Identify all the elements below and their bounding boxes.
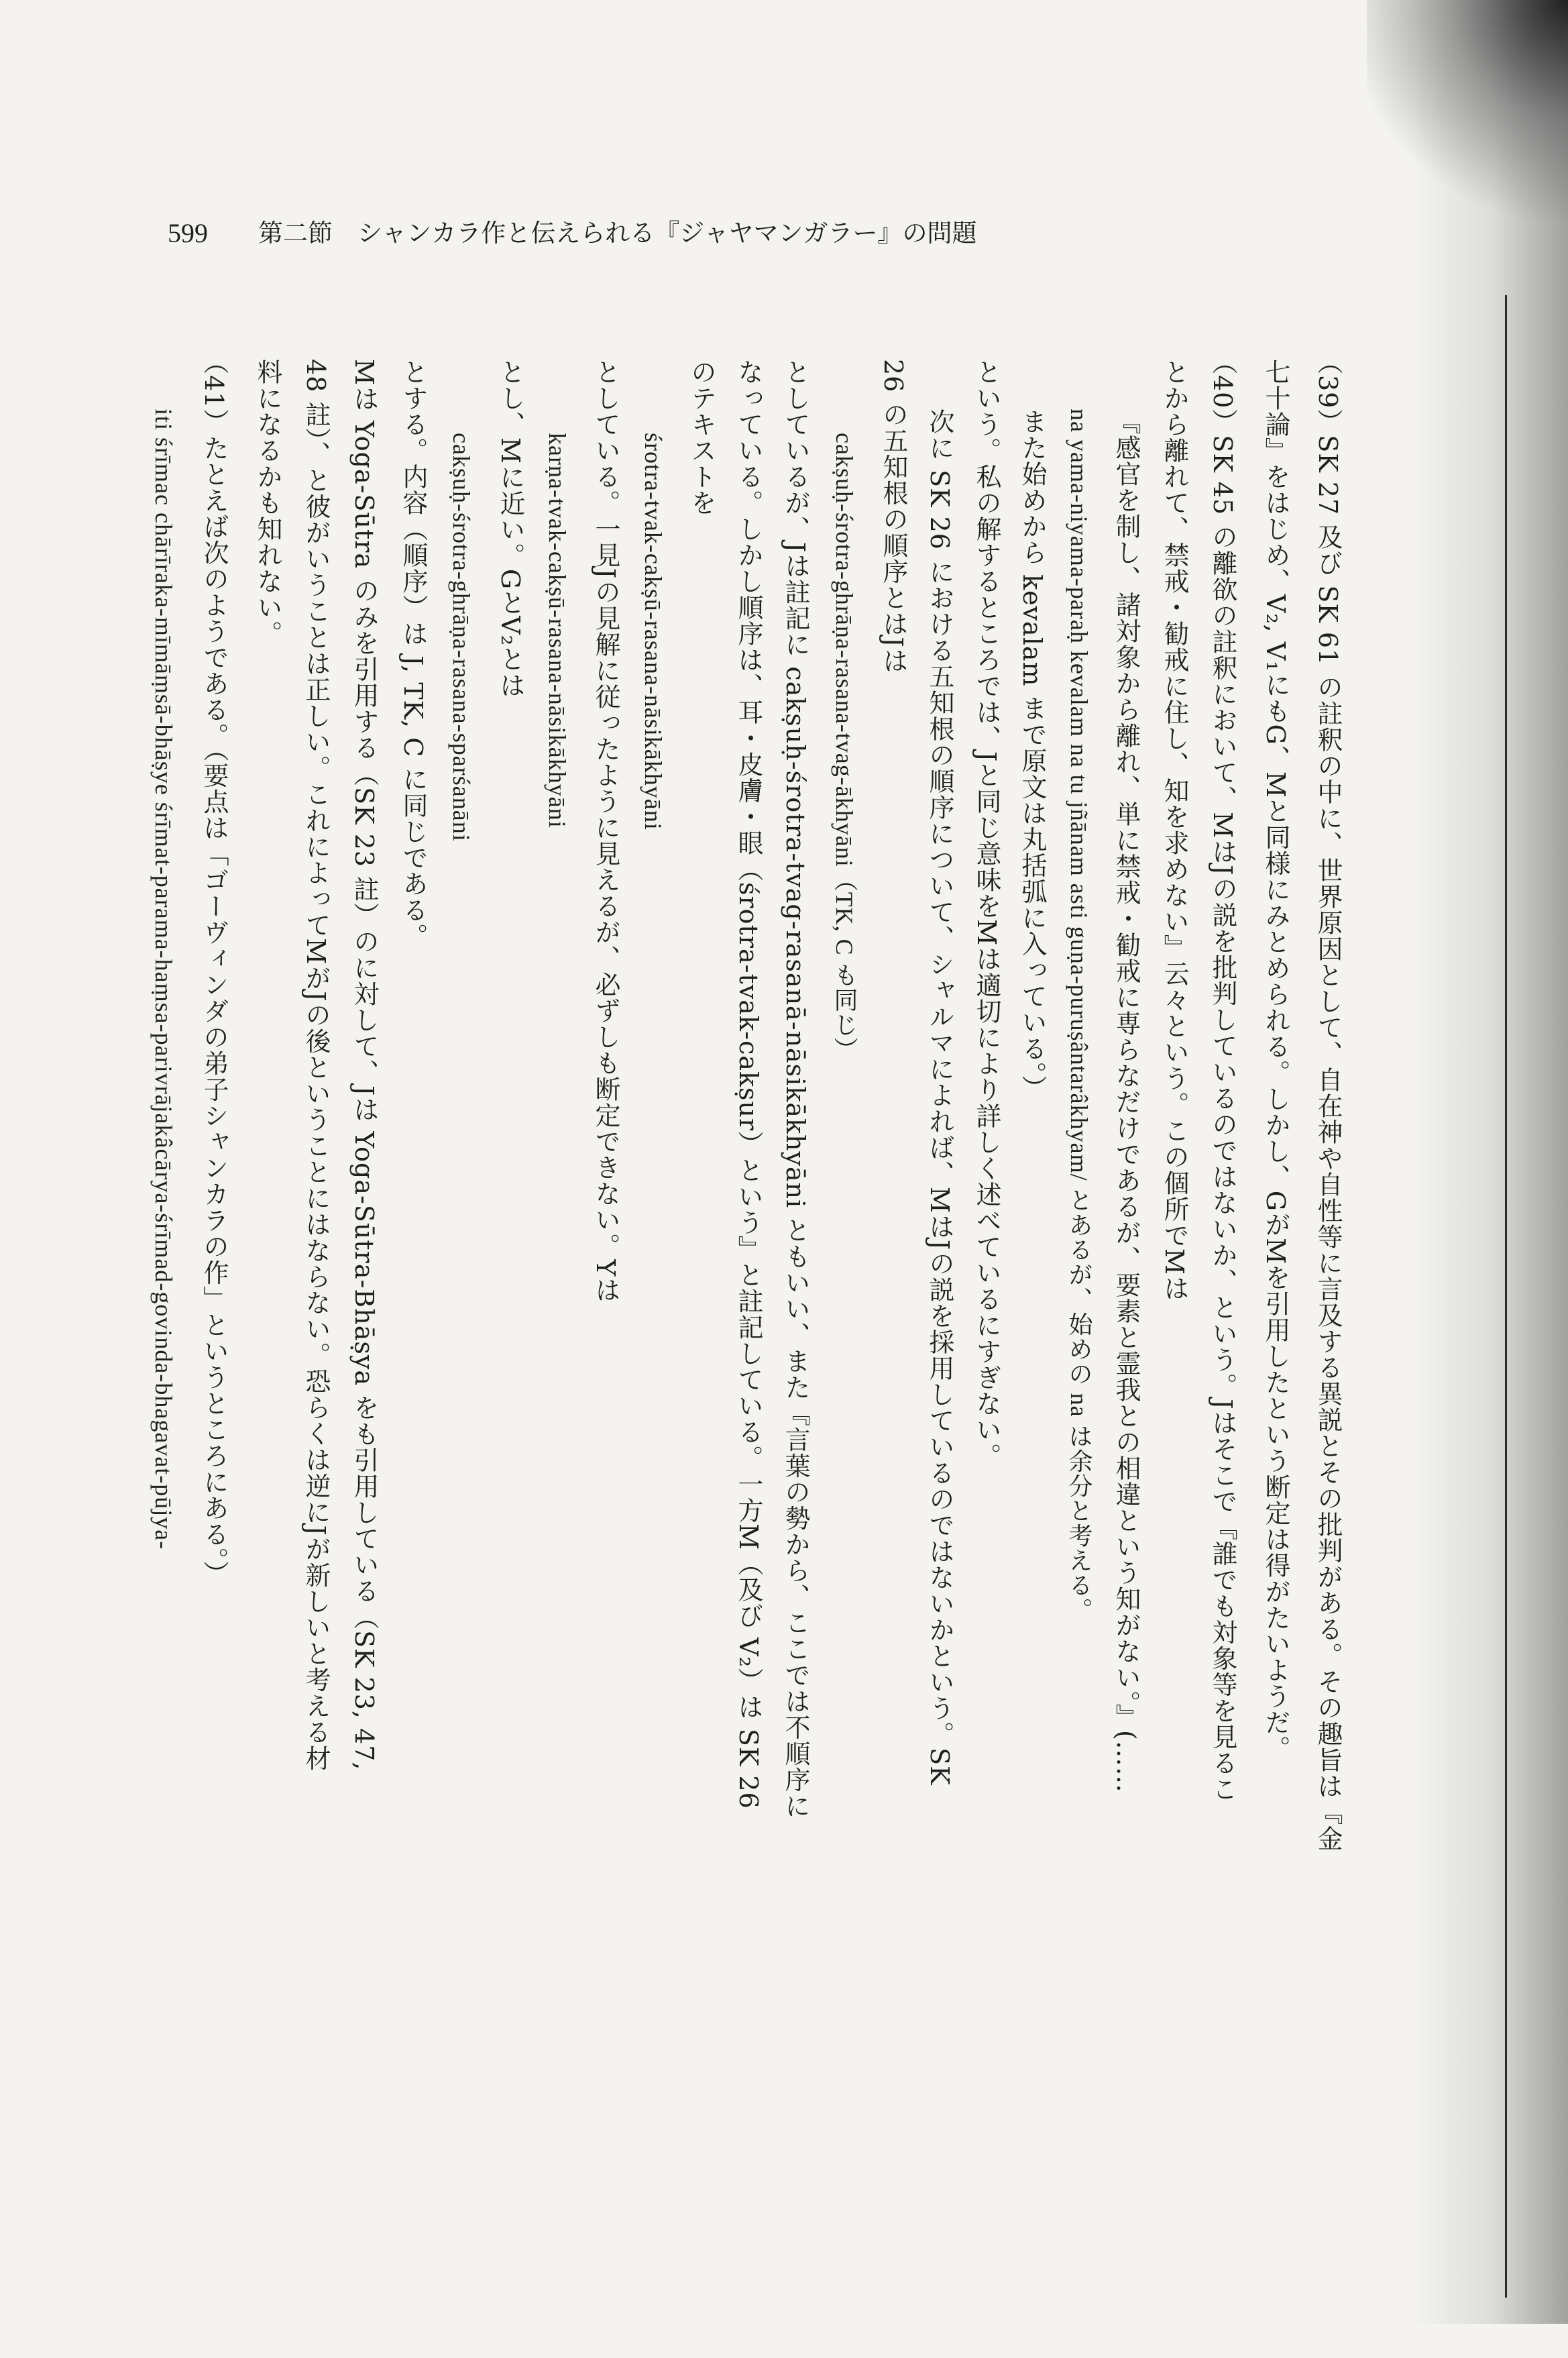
page-number: 599 — [168, 218, 208, 248]
running-header — [168, 213, 1040, 254]
note-40-line-9: としている。一見Jの見解に従ったように見えるが、必ずしも断定できない。Yは — [591, 359, 620, 1303]
note-40-line-2: とから離れて、禁戒・勧戒に住し、知を求めない』云々という。この個所でMは — [1160, 359, 1189, 1301]
note-41-line-1: （41）たとえば次のようである。（要点は「ゴーヴィンダの弟子シャンカラの作」というところにある。） — [199, 349, 229, 1587]
note-40-line-7: なっている。しかし順序は、耳・皮膚・眼（śrotra-tvak-cakṣur）という』と註記している。一方M（及び V₂）は SK 26 — [734, 359, 763, 1809]
note-40-line-13: 48 註）、と彼がいうことは正しい。これによってMがJの後ということにはならない。恐らくは逆にJが新しいと考える材 — [301, 359, 331, 1772]
page-border-line — [1505, 295, 1507, 2298]
chapter-section-title: 第二節 シャンカラ作と伝えられる『ジャヤマンガラー』の問題 — [258, 219, 977, 248]
sanskrit-variant-m: śrotra-tvak-cakṣū-rasana-nāsikākhyāni — [640, 433, 667, 830]
sanskrit-variant-g-v2: cakṣuḥ-śrotra-ghrāṇa-rasana-sparśanāni — [448, 433, 475, 842]
note-40-line-5: 26 の五知根の順序とはJは — [879, 359, 908, 674]
note-40-line-10: とし、Mに近い。GとV₂とは — [496, 359, 525, 698]
sanskrit-variant-j: cakṣuḥ-śrotra-ghrāṇa-rasana-tvag-ākhyāni（TK, C も同じ） — [831, 433, 858, 1062]
note-40-quote-line-1: 『感官を制し、諸対象から離れ、単に禁戒・勧戒に専らなだけであるが、要素と霊我との相違という知がない。』(…… — [1111, 409, 1141, 1793]
note-41-line-2: iti śrīmac chārīraka-mīmāṃsā-bhāṣye śrīmat-parama-haṃsa-parivrājakâcārya-śrīmad-govinda-bhagavat-pūjya- — [150, 409, 177, 1550]
note-40-quote-line-2: na yama-niyama-paraḥ kevalam na tu jñānam asti guṇa-puruṣântarâkhyam/ とあるが、始めの na は余分と考える。 — [1066, 409, 1093, 1623]
scan-edge-shadow — [1414, 0, 1568, 2324]
note-40-line-1: （40）SK 45 の離欲の註釈において、MはJの説を批判しているのではないか、という。Jはそこで『誰でも対象等を見るこ — [1208, 349, 1237, 1803]
note-40-line-3: という。私の解するところでは、Jと同じ意味をMは適切により詳しく述べているにすぎない。 — [972, 359, 1001, 1470]
note-40-quote-line-3: また始めから kevalam まで原文は丸括弧に入っている。） — [1017, 409, 1047, 1102]
note-39-line-1: （39）SK 27 及び SK 61 の註釈の中に、世界原因として、自在神や自性等に言及する異説とその批判がある。その趣旨は『金 — [1313, 349, 1343, 1852]
note-40-line-8: のテキストを — [687, 359, 716, 516]
note-40-line-4: 次に SK 26 における五知根の順序について、シャルマによれば、MはJの説を採用しているのではないかという。SK — [925, 409, 954, 1786]
note-40-line-6: としているが、Jは註記に cakṣuḥ-śrotra-tvag-rasanā-nāsikākhyāni ともいい、また『言葉の勢から、ここでは不順序に — [781, 359, 810, 1819]
note-40-line-12: Mは Yoga-Sūtra のみを引用する（SK 23 註）のに対して、Jは Yoga-Sūtra-Bhāṣya をも引用している（SK 23, 47, — [349, 359, 379, 1771]
sanskrit-variant-y: karṇa-tvak-cakṣū-rasana-nāsikākhyāni — [544, 433, 571, 828]
note-40-line-14: 料になるかも知れない。 — [253, 359, 282, 647]
scan-corner-shadow — [1367, 0, 1568, 221]
note-39-line-2: 七十論』をはじめ、V₂, V₁にもG、Mと同様にみとめられる。しかし、GがMを引用したという断定は得がたいようだ。 — [1261, 359, 1290, 1762]
note-40-line-11: とする。内容（順序）は J, TK, C に同じである。 — [398, 359, 428, 950]
